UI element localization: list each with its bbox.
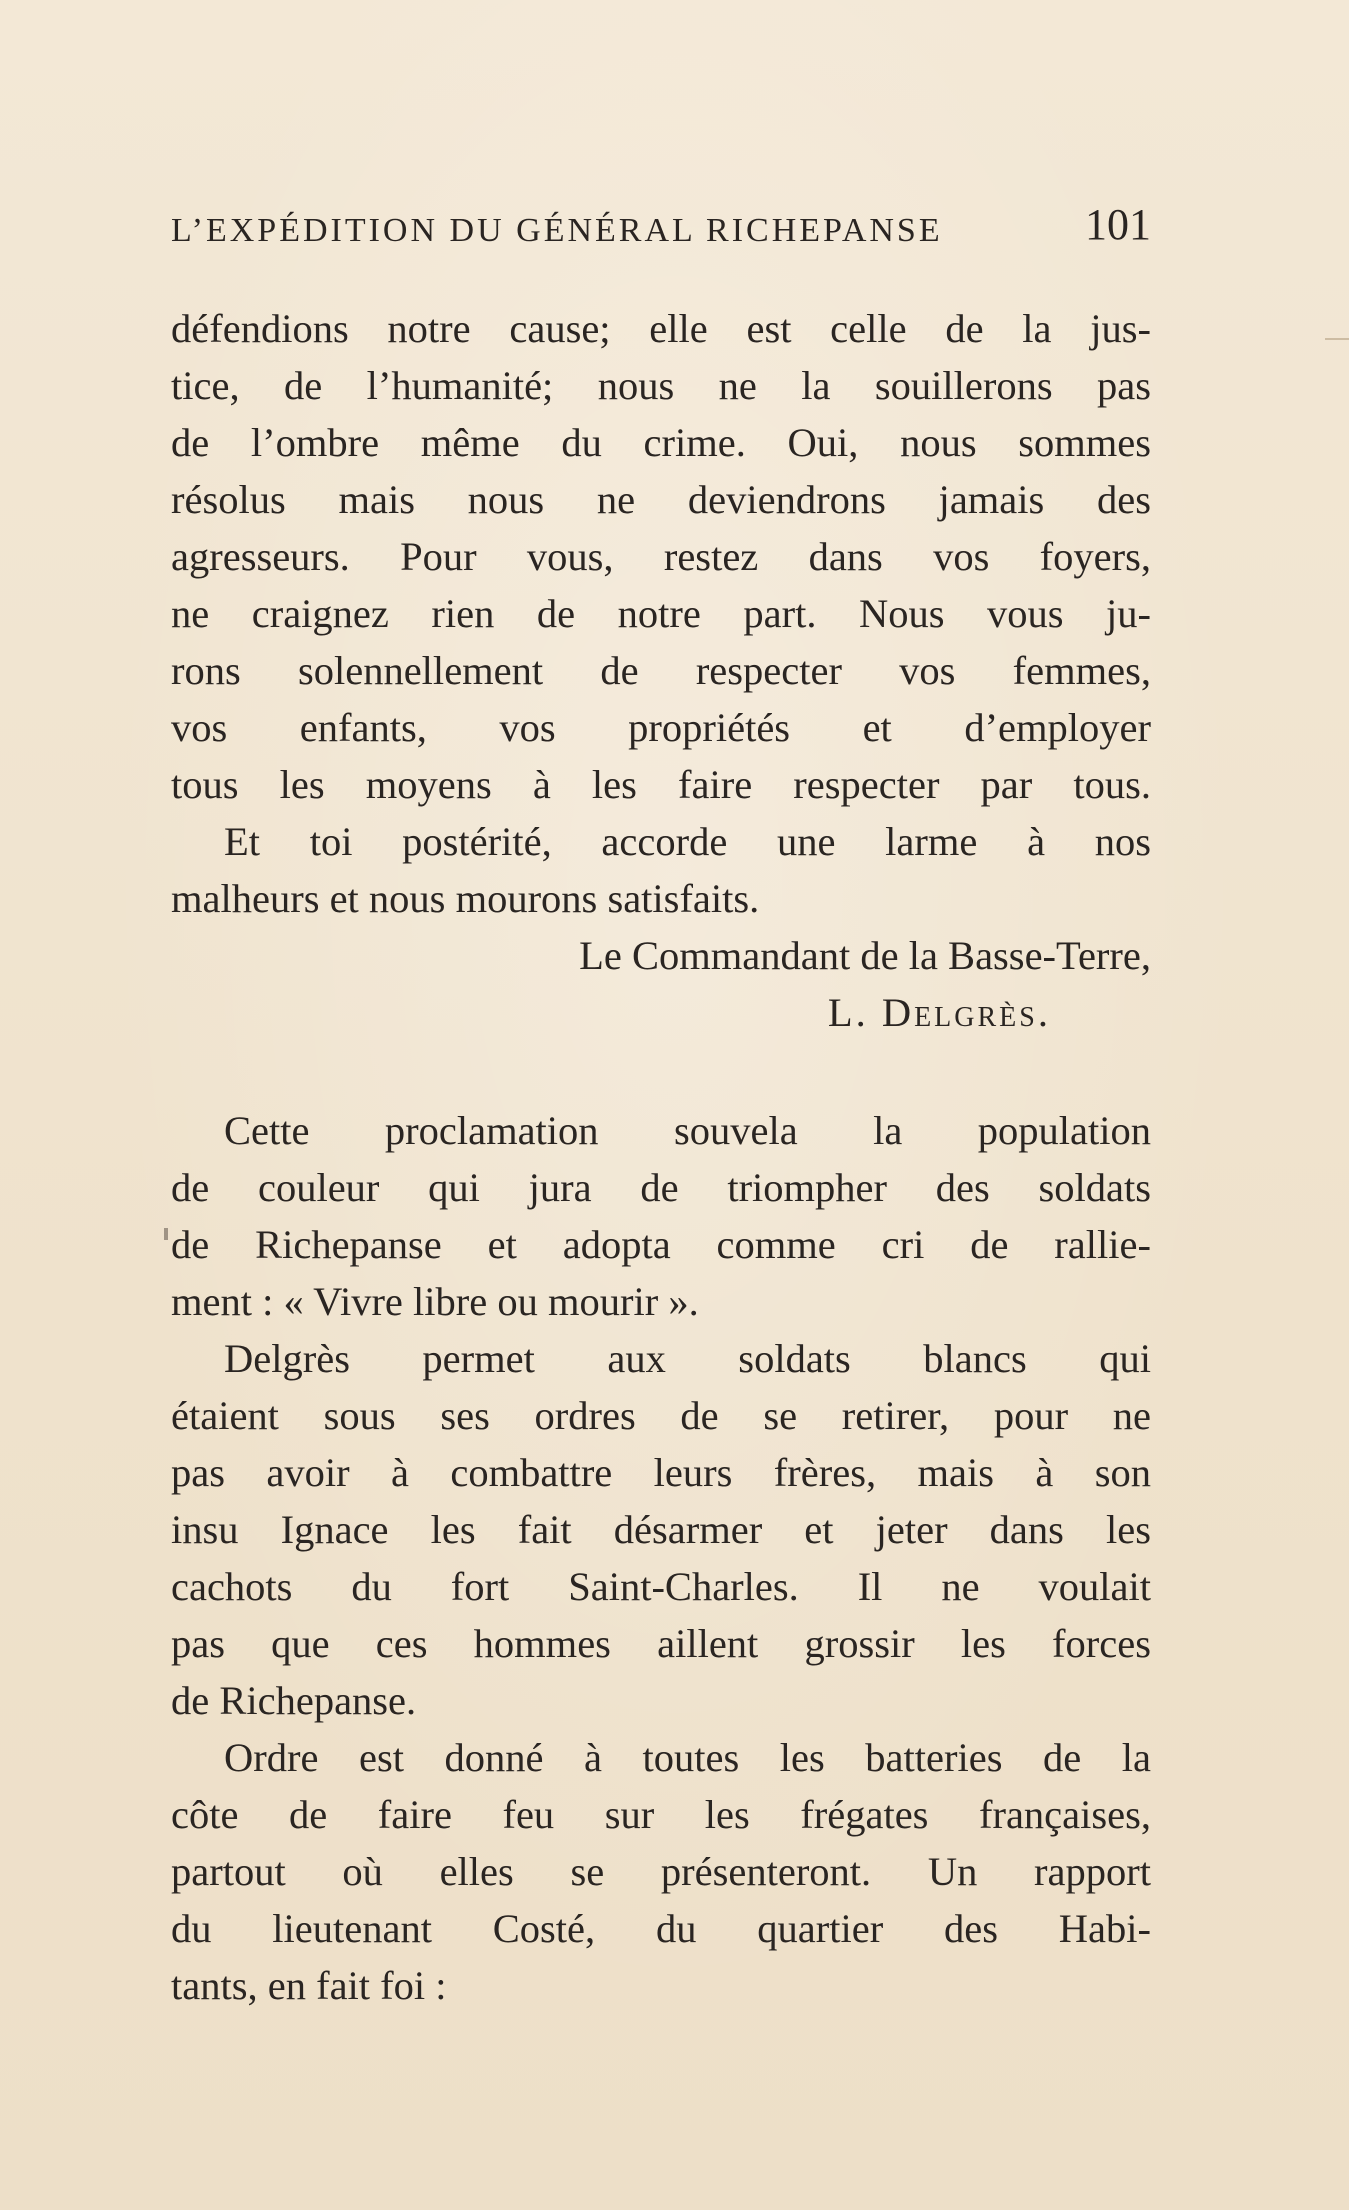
text-line: pas avoir à combattre leurs frères, mais à son (171, 1450, 1151, 1495)
text-line: de l’ombre même du crime. Oui, nous sommes (171, 420, 1151, 465)
text-line: de Richepanse et adopta comme cri de rallie- (171, 1222, 1151, 1267)
text-line: défendions notre cause; elle est celle de la jus- (171, 306, 1151, 351)
text-line: ne craignez rien de notre part. Nous vous ju- (171, 591, 1151, 636)
paragraph-start-line: Et toi postérité, accorde une larme à nos (224, 819, 1151, 864)
text-line: partout où elles se présenteront. Un rapport (171, 1849, 1151, 1894)
paragraph-start-line: Cette proclamation souvela la population (224, 1108, 1151, 1153)
text-line: tants, en fait foi : (171, 1963, 447, 2008)
running-header (171, 200, 1151, 256)
chapter-title: L’EXPÉDITION DU GÉNÉRAL RICHEPANSE (171, 212, 943, 249)
text-line: étaient sous ses ordres de se retirer, pour ne (171, 1393, 1151, 1438)
signature-title: Le Commandant de la Basse-Terre, (579, 933, 1151, 978)
paragraph-start-line: Delgrès permet aux soldats blancs qui (224, 1336, 1151, 1381)
text-line: pas que ces hommes aillent grossir les forces (171, 1621, 1151, 1666)
page-number: 101 (1085, 200, 1151, 249)
text-line: malheurs et nous mourons satisfaits. (171, 876, 760, 921)
text-line: rons solennellement de respecter vos femmes, (171, 648, 1151, 693)
text-line: agresseurs. Pour vous, restez dans vos foyers, (171, 534, 1151, 579)
text-line: ment : « Vivre libre ou mourir ». (171, 1279, 699, 1324)
text-line: du lieutenant Costé, du quartier des Habi- (171, 1906, 1151, 1951)
edge-mark (1325, 338, 1349, 340)
text-line: cachots du fort Saint-Charles. Il ne voulait (171, 1564, 1151, 1609)
text-line: résolus mais nous ne deviendrons jamais des (171, 477, 1151, 522)
text-line: vos enfants, vos propriétés et d’employer (171, 705, 1151, 750)
signature-name: L. Delgrès. (827, 990, 1051, 1035)
text-line: de Richepanse. (171, 1678, 417, 1723)
text-line: de couleur qui jura de triompher des soldats (171, 1165, 1151, 1210)
text-line: tice, de l’humanité; nous ne la souillerons pas (171, 363, 1151, 408)
margin-mark (164, 1228, 168, 1240)
text-line: côte de faire feu sur les frégates françaises, (171, 1792, 1151, 1837)
text-line: insu Ignace les fait désarmer et jeter dans les (171, 1507, 1151, 1552)
paragraph-start-line: Ordre est donné à toutes les batteries de la (224, 1735, 1151, 1780)
text-line: tous les moyens à les faire respecter par tous. (171, 762, 1151, 807)
